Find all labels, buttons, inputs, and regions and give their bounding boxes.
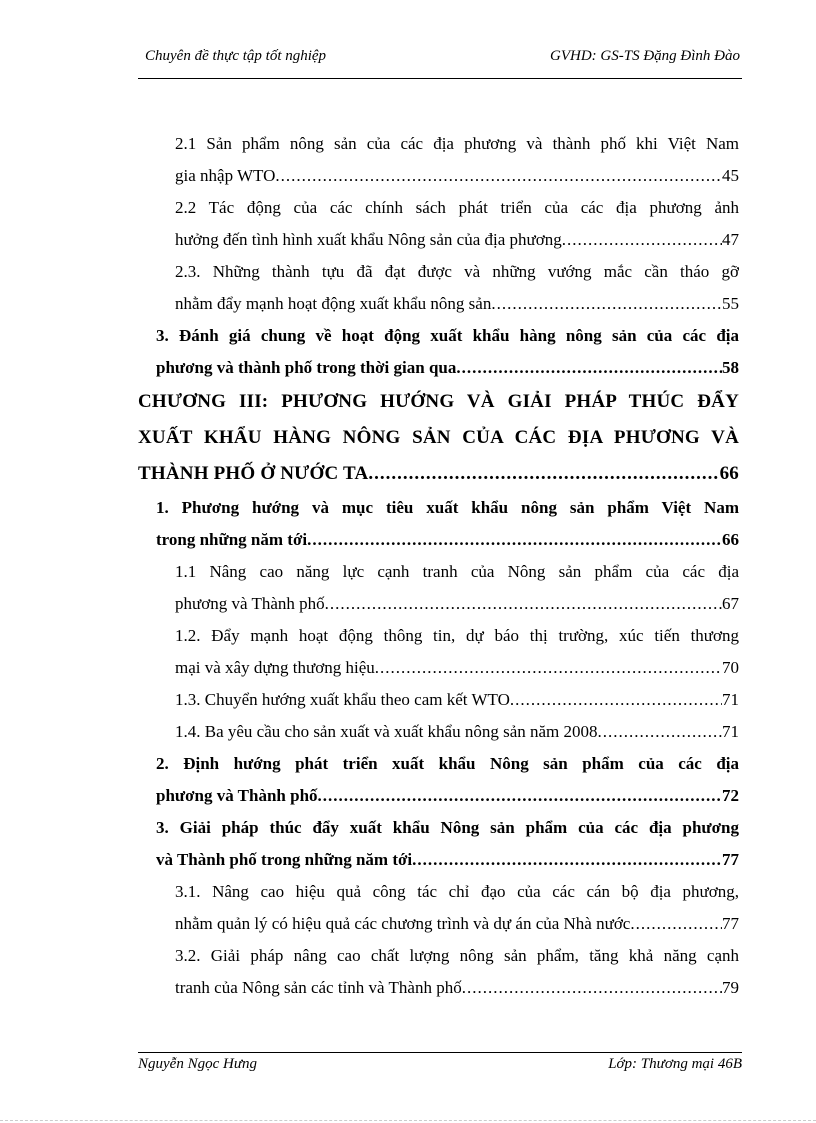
toc-entry-text: 1.3. Chuyển hướng xuất khẩu theo cam kết WTO (175, 690, 510, 709)
toc-entry-text: 1. Phương hướng và mục tiêu xuất khẩu nông sản phẩm Việt Nam (156, 498, 739, 517)
dot-leader (325, 588, 722, 620)
toc-chapter-title: THÀNH PHỐ Ở NƯỚC TA (138, 463, 369, 484)
toc-entry[interactable] (175, 620, 739, 684)
dot-leader (462, 972, 722, 1004)
toc-page-number: 55 (722, 294, 739, 313)
dot-leader (375, 652, 722, 684)
toc-entry-text: phương và Thành phố (175, 594, 325, 613)
toc-entry-text: phương và Thành phố (156, 786, 318, 805)
toc-entry-text: tranh của Nông sản các tỉnh và Thành phố (175, 978, 462, 997)
dot-leader (307, 524, 722, 556)
toc-page-number: 77 (722, 914, 739, 933)
toc-page-number: 67 (722, 594, 739, 613)
toc-entry[interactable] (175, 556, 739, 620)
toc-entry-text: 3. Đánh giá chung về hoạt động xuất khẩu hàng nông sản của các địa (156, 326, 739, 345)
toc-page-number: 66 (722, 530, 739, 549)
toc-page-number: 72 (722, 786, 739, 805)
toc-page-number: 71 (722, 690, 739, 709)
toc-entry-text: nhằm đẩy mạnh hoạt động xuất khẩu nông sản (175, 294, 492, 313)
toc-page-number: 77 (722, 850, 739, 869)
toc-entry-text: mại và xây dựng thương hiệu (175, 658, 375, 677)
toc-page-number: 70 (722, 658, 739, 677)
toc-entry-text: 2.3. Những thành tựu đã đạt được và những vướng mắc cần tháo gỡ (175, 262, 739, 281)
toc-entry-text: 1.1 Nâng cao năng lực cạnh tranh của Nông sản phẩm của các địa (175, 562, 739, 581)
dot-leader (491, 288, 722, 320)
toc-chapter-entry[interactable] (138, 384, 739, 492)
toc-entry-text: nhằm quản lý có hiệu quả các chương trình và dự án của Nhà nước (175, 914, 631, 933)
footer-divider (138, 1052, 742, 1053)
toc-entry[interactable] (175, 192, 739, 256)
toc-page-number: 47 (722, 230, 739, 249)
dot-leader (510, 684, 722, 716)
toc-entry[interactable] (175, 876, 739, 940)
toc-entry-text: trong những năm tới (156, 530, 308, 549)
toc-entry[interactable] (156, 320, 739, 384)
toc-entry-text: 1.4. Ba yêu cầu cho sản xuất và xuất khẩu nông sản năm 2008 (175, 722, 598, 741)
page-edge-divider (0, 1120, 816, 1121)
toc-page-number: 45 (722, 166, 739, 185)
header-advisor: GVHD: GS-TS Đặng Đình Đào (550, 48, 740, 64)
page-header (145, 48, 740, 65)
toc-entry[interactable] (175, 684, 739, 716)
page-footer (138, 1056, 742, 1073)
dot-leader (630, 908, 722, 940)
header-divider (138, 78, 742, 79)
toc-entry[interactable] (175, 128, 739, 192)
toc-entry-text: 3. Giải pháp thúc đẩy xuất khẩu Nông sản phẩm của các địa phương (156, 818, 739, 837)
toc-entry-text: và Thành phố trong những năm tới (156, 850, 413, 869)
toc-entry[interactable] (175, 716, 739, 748)
footer-class: Lớp: Thương mại 46B (608, 1056, 742, 1072)
toc-entry-text: gia nhập WTO (175, 166, 276, 185)
toc-entry-text: 2. Định hướng phát triển xuất khẩu Nông sản phẩm của các địa (156, 754, 739, 773)
toc-entry[interactable] (175, 256, 739, 320)
toc-page-number: 71 (722, 722, 739, 741)
dot-leader (456, 352, 722, 384)
toc-entry[interactable] (156, 748, 739, 812)
toc-entry[interactable] (156, 492, 739, 556)
toc-chapter-title: CHƯƠNG III: PHƯƠNG HƯỚNG VÀ GIẢI PHÁP THÚC ĐẨY (138, 391, 739, 412)
toc-page-number: 79 (722, 978, 739, 997)
toc-chapter-title: XUẤT KHẨU HÀNG NÔNG SẢN CỦA CÁC ĐỊA PHƯƠNG VÀ (138, 427, 739, 448)
footer-author: Nguyễn Ngọc Hưng (138, 1056, 257, 1072)
dot-leader (562, 224, 722, 256)
toc-entry-text: 2.1 Sản phẩm nông sản của các địa phương và thành phố khi Việt Nam (175, 134, 739, 153)
toc-page-number: 58 (722, 358, 739, 377)
toc-entry-text: 2.2 Tác động của các chính sách phát triển của các địa phương ảnh (175, 198, 739, 217)
toc-entry-text: 3.2. Giải pháp nâng cao chất lượng nông sản phẩm, tăng khả năng cạnh (175, 946, 739, 965)
toc-entry-text: 1.2. Đẩy mạnh hoạt động thông tin, dự báo thị trường, xúc tiến thương (175, 626, 739, 645)
dot-leader (598, 716, 722, 748)
toc-entry[interactable] (156, 812, 739, 876)
dot-leader (412, 844, 722, 876)
toc-entry-text: phương và thành phố trong thời gian qua (156, 358, 457, 377)
dot-leader (368, 456, 719, 492)
toc-entry-text: 3.1. Nâng cao hiệu quả công tác chỉ đạo của các cán bộ địa phương, (175, 882, 739, 901)
header-title: Chuyên đề thực tập tốt nghiệp (145, 48, 327, 64)
dot-leader (275, 160, 722, 192)
dot-leader (318, 780, 722, 812)
toc-page-number: 66 (719, 463, 739, 484)
toc-entry-text: hưởng đến tình hình xuất khẩu Nông sản của địa phương (175, 230, 562, 249)
table-of-contents (0, 128, 816, 1004)
toc-entry[interactable] (175, 940, 739, 1004)
